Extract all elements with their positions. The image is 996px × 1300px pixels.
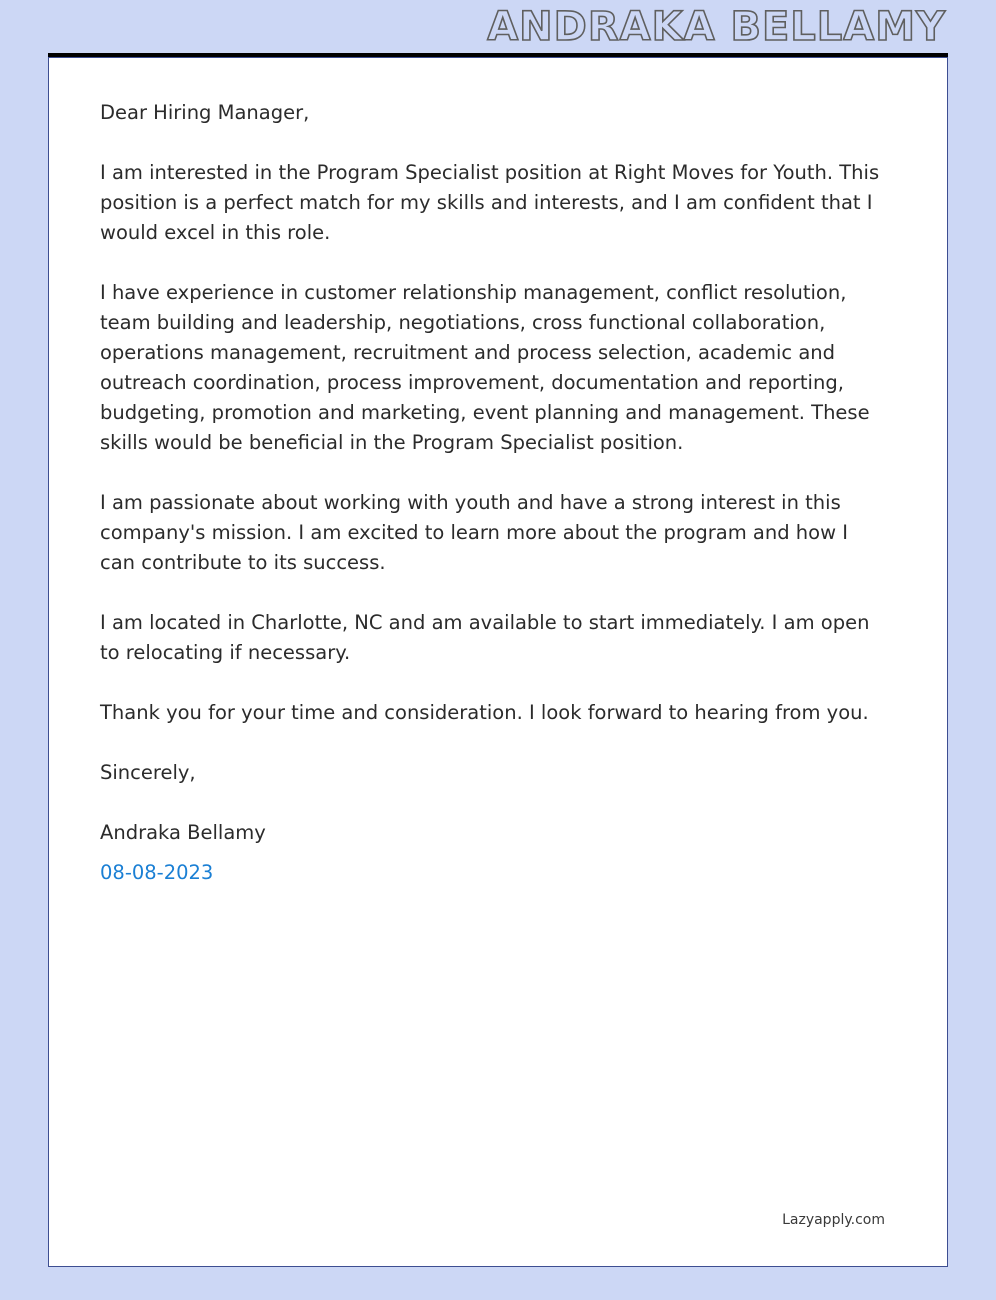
letter-sheet bbox=[48, 57, 948, 1267]
paragraph-location: I am located in Charlotte, NC and am available to start immediately. I am open to relocating if necessary. bbox=[100, 611, 870, 664]
closing: Sincerely, bbox=[100, 761, 196, 784]
signature-name: Andraka Bellamy bbox=[100, 821, 266, 844]
applicant-name-heading: ANDRAKA BELLAMY bbox=[487, 3, 946, 50]
paragraph-intro: I am interested in the Program Specialist position at Right Moves for Youth. This position is a perfect match for my skills and interests, and I am confident that I would excel in this role. bbox=[100, 161, 880, 244]
footer-brand: Lazyapply.com bbox=[782, 1212, 885, 1228]
letter-header bbox=[48, 0, 948, 53]
paragraph-thanks: Thank you for your time and consideration. I look forward to hearing from you. bbox=[100, 701, 869, 724]
paragraph-experience: I have experience in customer relationship management, conflict resolution, team building and leadership, negotiations, cross functional collaboration, operations management, recruitment and process selection, academic and outreach coordination, process improvement, documentation and reporting, budgeting, promotion and marketing, event planning and management. These skills would be beneficial in the Program Specialist position. bbox=[100, 281, 870, 454]
letter-date-link[interactable]: 08-08-2023 bbox=[100, 861, 214, 884]
letter-body bbox=[100, 98, 885, 888]
salutation: Dear Hiring Manager, bbox=[100, 101, 310, 124]
paragraph-passion: I am passionate about working with youth and have a strong interest in this company's mission. I am excited to learn more about the program and how I can contribute to its success. bbox=[100, 491, 848, 574]
